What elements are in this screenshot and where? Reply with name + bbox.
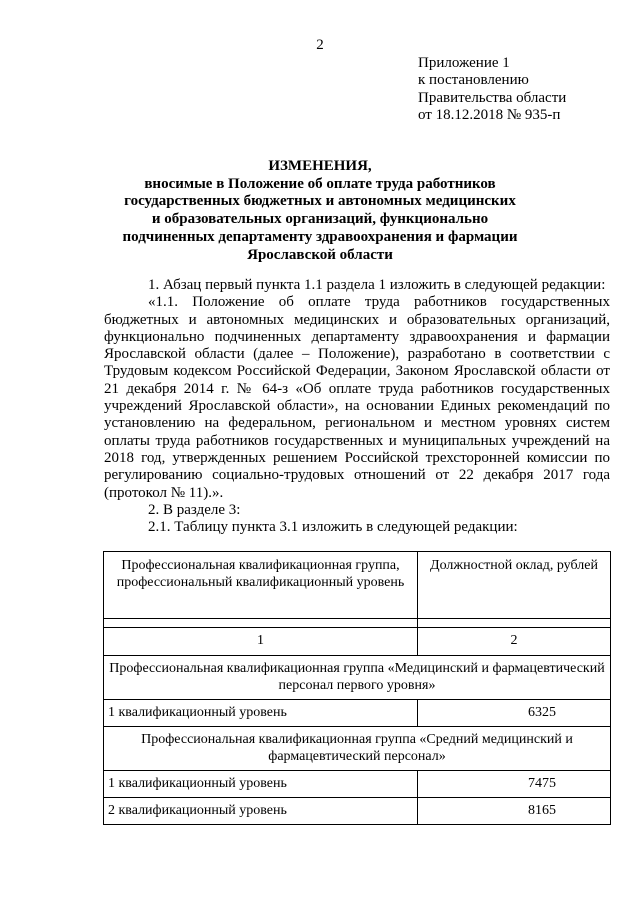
table-row [104,771,611,798]
title-line: государственных бюджетных и автономных медицинских [124,193,516,210]
table-row [104,798,611,825]
title-line: подчиненных департаменту здравоохранения и фармации [122,228,518,245]
document-body [104,277,610,536]
table-spacer [104,619,611,628]
table-cell: 1 [104,628,418,656]
table-cell: 2 [418,628,611,656]
table-header-cell: Профессиональная квалификационная группа, профессиональный квалификационный уровень [104,552,418,619]
paragraph: 2.1. Таблицу пункта 3.1 изложить в следующей редакции: [148,519,518,536]
table-group-row [104,727,611,771]
page-number: 2 [316,37,324,53]
paragraph: «1.1. Положение об оплате труда работников государственных бюджетных и автономных медицинских и образовательных организаций, функционально подчиненных департаменту здравоохранения и фармации Ярославской области (далее – Положение), разработано в соответствии с Трудовым кодексом Российской Федерации, Законом Ярославской области от 21 декабря 2014 г. № 64-з «Об оплате труда работников государственных учреждений Ярославской области», на основании Единых рекомендаций по установлению на федеральном, региональном и местном уровнях систем оплаты труда работников государственных и муниципальных учреждений на 2018 год, утвержденных решением Российской трехсторонней комиссии по регулированию социально-трудовых отношений от 22 декабря 2017 года (протокол № 11).». [104,294,610,501]
table-group-title: Профессиональная квалификационная группа «Медицинский и фармацевтический персонал первого уровня» [104,656,611,700]
appendix-line: Приложение 1 [418,55,510,71]
title-line: и образовательных организаций, функционально [151,211,489,228]
table-group-row [104,656,611,700]
appendix-line: Правительства области [418,89,567,106]
title-line: ИЗМЕНЕНИЯ, [268,158,372,174]
appendix-line: от 18.12.2018 № 935-п [418,106,561,123]
document-title [60,158,580,264]
paragraph: 2. В разделе 3: [148,501,241,518]
table-cell-salary: 8165 [418,798,611,825]
paragraph: 1. Абзац первый пункта 1.1 раздела 1 изложить в следующей редакции: [148,277,606,293]
salary-table [103,551,611,825]
table-cell-level: 1 квалификационный уровень [104,771,418,798]
table-cell-salary: 6325 [418,700,611,727]
table-header-cell: Должностной оклад, рублей [418,552,611,619]
table-cell-level: 2 квалификационный уровень [104,798,418,825]
title-line: Ярославской области [247,246,393,263]
table-cell-level: 1 квалификационный уровень [104,700,418,727]
table-column-numbers-row [104,628,611,656]
table-header-row [104,552,611,619]
appendix-line: к постановлению [418,72,529,89]
table-cell-salary: 7475 [418,771,611,798]
appendix-block [418,55,618,124]
table-group-title: Профессиональная квалификационная группа «Средний медицинский и фармацевтический персонал» [104,727,611,771]
table-row [104,700,611,727]
title-line: вносимые в Положение об оплате труда работников [144,175,496,192]
